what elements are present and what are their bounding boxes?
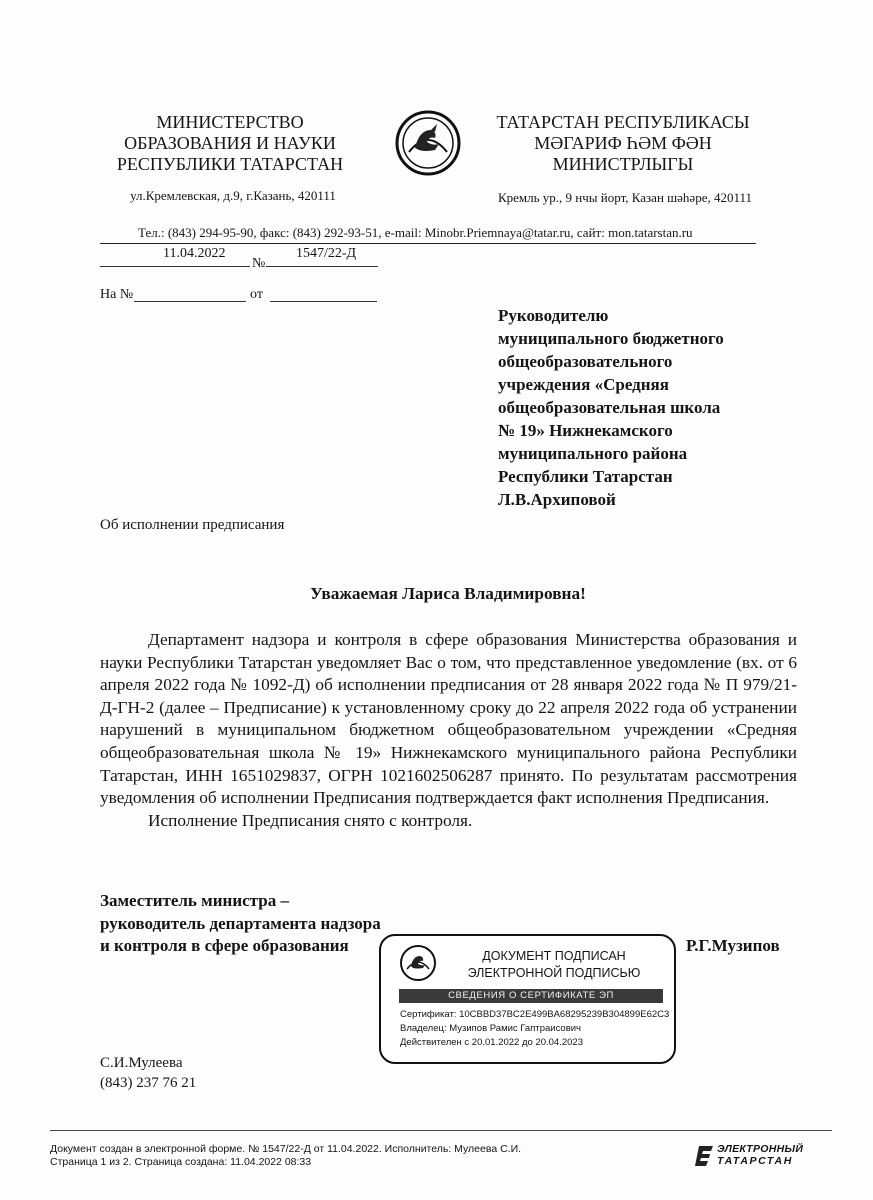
ministry-ru-line: РЕСПУБЛИКИ ТАТАРСТАН (116, 154, 344, 174)
ministry-name-tt (488, 112, 758, 175)
body-paragraph-main: Департамент надзора и контроля в сфере образования Министерства образования и науки Республики Татарстан уведомляет Вас о том, что представленное уведомление (вх. от 6 апреля 2022 года № 1092-Д) об исполнении предписания от 28 января 2022 года № П 979/21-Д-ГН-2 (далее – Предписание) к установленному сроку до 22 апреля 2022 года об устранении нарушений в муниципальном бюджетном общеобразовательном учреждении «Средняя общеобразовательная школа № 19» Нижнекамского муниципального района Республики Татарстан, ИНН 1651029837, ОГРН 1021602506287 принято. По результатам рассмотрения уведомления об исполнении Предписания подтверждается факт исполнения Предписания. (100, 630, 797, 808)
recipient-line: общеобразовательного (498, 352, 673, 371)
header-divider (100, 243, 756, 244)
executor-name: С.И.Мулеева (100, 1055, 183, 1071)
address-tt: Кремль ур., 9 нчы йорт, Казан шәһәре, 420111 (497, 190, 753, 205)
ministry-name-ru (100, 112, 360, 175)
signatory-name: Р.Г.Музипов (686, 936, 780, 955)
address-ru: ул.Кремлевская, д.9, г.Казань, 420111 (130, 188, 336, 203)
recipient-line: Республики Татарстан (498, 467, 673, 486)
logo-text-line2: ТАТАРСТАН (717, 1155, 793, 1167)
registration-date: 11.04.2022 (163, 246, 226, 261)
executor-phone: (843) 237 76 21 (100, 1075, 197, 1091)
greeting: Уважаемая Лариса Владимировна! (310, 584, 586, 603)
position-line: и контроля в сфере образования (100, 936, 349, 955)
electronic-signature-stamp (379, 934, 676, 1064)
recipient-line: № 19» Нижнекамского (498, 421, 673, 440)
electronic-tatarstan-logo-icon (695, 1144, 715, 1168)
electronic-tatarstan-logo (695, 1141, 835, 1171)
body-paragraph-control: Исполнение Предписания снято с контроля. (148, 810, 473, 830)
recipient-line: учреждения «Средняя (498, 375, 669, 394)
ministry-tt-line: ТАТАРСТАН РЕСПУБЛИКАСЫ (496, 112, 750, 132)
letter-body (100, 629, 797, 832)
contacts-line: Тел.: (843) 294-95-90, факс: (843) 292-93-51, e-mail: Minobr.Priemnaya@tatar.ru, сайт: mon.tatarstan.ru (138, 225, 693, 240)
coat-of-arms-emblem (395, 108, 461, 178)
recipient-block (498, 304, 778, 511)
ministry-tt-line: МӘГАРИФ ҺӘМ ФӘН (534, 133, 712, 153)
reference-number-label: На № (100, 287, 134, 302)
ministry-tt-line: МИНИСТРЛЫГЫ (552, 154, 694, 174)
date-underline (100, 266, 250, 267)
stamp-certificate-bar: СВЕДЕНИЯ О СЕРТИФИКАТЕ ЭП (399, 989, 663, 1003)
recipient-line: муниципального района (498, 444, 688, 463)
recipient-line: общеобразовательная школа (498, 398, 721, 417)
footer-divider (50, 1130, 832, 1131)
stamp-emblem-icon (399, 944, 437, 982)
position-line: руководитель департамента надзора (100, 913, 381, 933)
stamp-title-line: ДОКУМЕНТ ПОДПИСАН (482, 949, 626, 963)
number-underline (266, 266, 378, 267)
stamp-validity: Действителен с 20.01.2022 до 20.04.2023 (400, 1037, 583, 1048)
reference-from-underline (270, 301, 377, 302)
recipient-line: Руководителю (498, 306, 609, 325)
registration-number: 1547/22-Д (296, 246, 357, 261)
footer-line: Страница 1 из 2. Страница создана: 11.04.2022 08:33 (50, 1156, 312, 1168)
subject-line: Об исполнении предписания (100, 517, 285, 533)
stamp-certificate: Сертификат: 10CBBD37BC2E499BA68295239B304899E62C3 (400, 1009, 670, 1020)
ministry-ru-line: ОБРАЗОВАНИЯ И НАУКИ (124, 133, 336, 153)
stamp-owner: Владелец: Музипов Рамис Гаптраисович (400, 1023, 582, 1034)
logo-text-line1: ЭЛЕКТРОННЫЙ (717, 1143, 804, 1155)
recipient-line: муниципального бюджетного (498, 329, 724, 348)
stamp-title-line: ЭЛЕКТРОННОЙ ПОДПИСЬЮ (467, 966, 641, 980)
stamp-title (443, 948, 665, 982)
footer-info (50, 1143, 521, 1169)
reference-from-label: от (250, 287, 263, 302)
ministry-ru-line: МИНИСТЕРСТВО (156, 112, 304, 132)
position-line: Заместитель министра – (100, 891, 289, 910)
reference-number-underline (134, 301, 246, 302)
executor-block (100, 1053, 196, 1093)
recipient-line: Л.В.Архиповой (498, 490, 616, 509)
registration-number-label: № (252, 256, 266, 271)
footer-line: Документ создан в электронной форме. № 1547/22-Д от 11.04.2022. Исполнитель: Мулеева С.И. (50, 1143, 522, 1155)
